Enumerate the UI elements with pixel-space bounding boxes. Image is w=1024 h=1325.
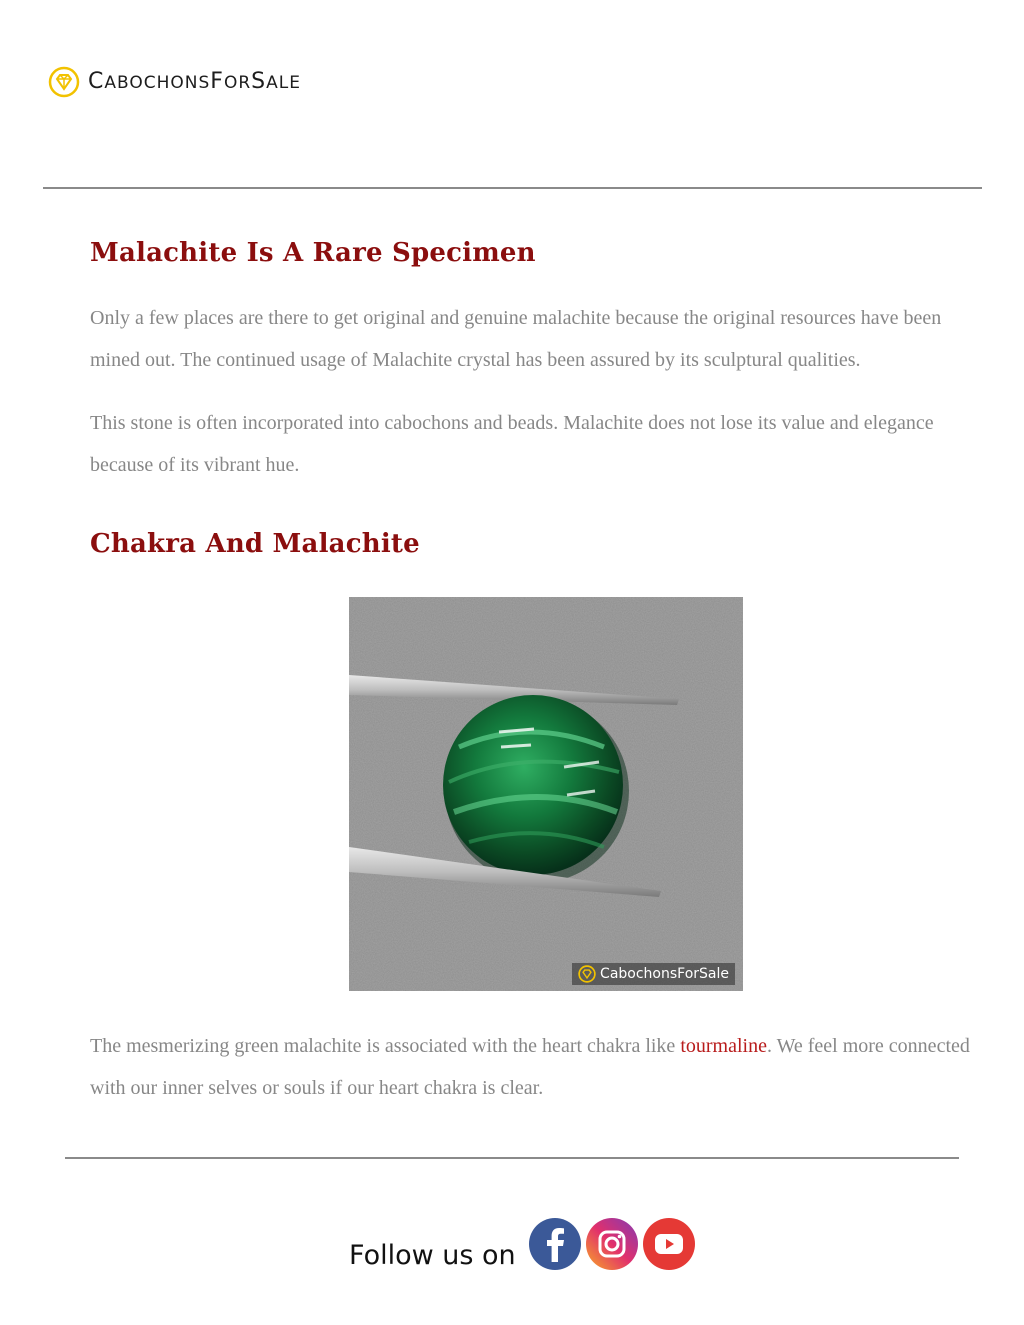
diamond-logo-icon: [48, 66, 80, 98]
instagram-icon[interactable]: [586, 1218, 638, 1270]
section-heading-chakra: Chakra And Malachite: [90, 529, 420, 559]
youtube-icon[interactable]: [643, 1218, 695, 1270]
malachite-cabochon-photo: [349, 597, 743, 991]
header-divider: [43, 187, 982, 189]
paragraph-cabochons-beads: This stone is often incorporated into cabochons and beads. Malachite does not lose its value and elegance because of its vibrant hue.: [90, 412, 934, 476]
follow-us-label: Follow us on: [349, 1240, 516, 1271]
paragraph-heart-chakra: [90, 1025, 980, 1109]
diamond-logo-icon: [578, 965, 596, 983]
image-watermark: CabochonsForSale: [572, 963, 735, 985]
paragraph-original-resources: Only a few places are there to get original and genuine malachite because the original resources have been mined out. The continued usage of Malachite crystal has been assured by its sculptural qualities.: [90, 307, 942, 371]
tourmaline-link[interactable]: tourmaline: [680, 1035, 767, 1057]
logo-wordmark: CABOCHONSFORSALE: [88, 68, 301, 94]
paragraph-text: . We feel more connected with our inner selves or souls if our heart chakra is clear.: [90, 1035, 970, 1099]
facebook-icon[interactable]: [529, 1218, 581, 1270]
paragraph-text: The mesmerizing green malachite is associated with the heart chakra like: [90, 1035, 681, 1057]
site-logo[interactable]: [48, 64, 301, 100]
footer-divider: [65, 1157, 959, 1159]
section-heading-rare-specimen: Malachite Is A Rare Specimen: [90, 238, 536, 268]
